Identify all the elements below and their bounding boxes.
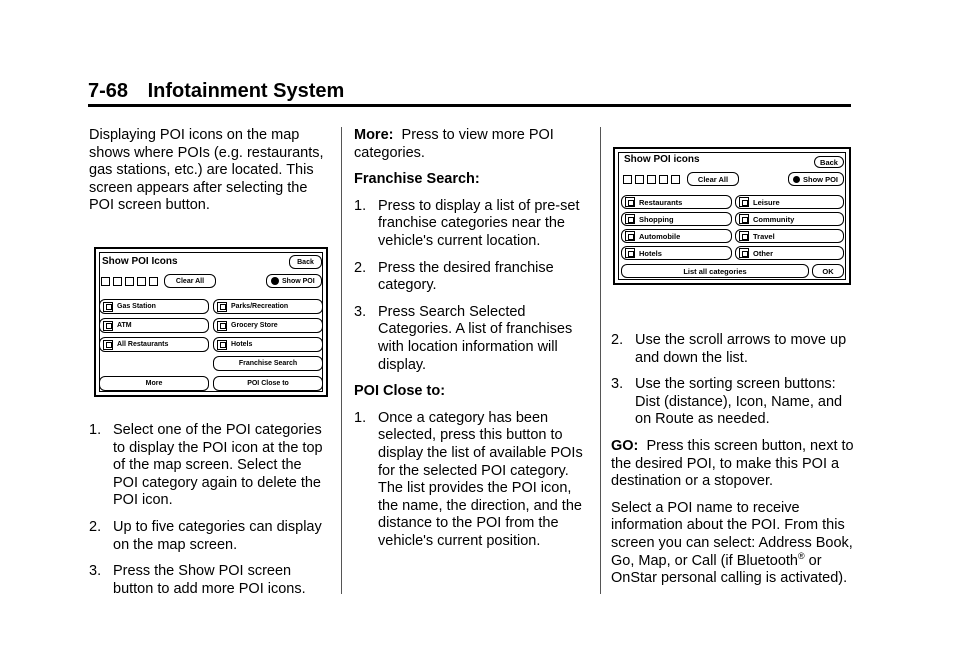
column-1-steps — [89, 422, 329, 607]
hotels-button[interactable]: Hotels — [621, 246, 732, 260]
column-divider-2 — [600, 127, 601, 594]
park-icon — [217, 302, 227, 312]
list-all-categories-button[interactable]: List all categories — [621, 264, 809, 278]
column-divider-1 — [341, 127, 342, 594]
go-paragraph: GO: Press this screen button, next to the desired POI, to make this POI a destination or a stopover. — [611, 437, 854, 490]
poi-slot-3[interactable] — [647, 175, 656, 184]
parks-recreation-button[interactable]: Parks/Recreation — [213, 299, 323, 314]
registered-mark: ® — [797, 550, 805, 561]
list-item: 2. Up to five categories can display on the map screen. — [89, 518, 322, 553]
back-button[interactable]: Back — [814, 156, 844, 168]
page-number: 7-68 — [88, 80, 129, 102]
column-3 — [611, 332, 856, 597]
other-icon — [739, 248, 749, 258]
restaurants-button[interactable]: Restaurants — [621, 195, 732, 209]
poi-slot-2[interactable] — [113, 277, 122, 286]
clear-all-button[interactable]: Clear All — [164, 274, 216, 288]
list-item: 1. Select one of the POI categories to display the POI icon at the top of the map screen. Select the POI category again to delete the POI icon. — [89, 422, 323, 509]
gas-station-icon — [103, 302, 113, 312]
travel-icon — [739, 231, 749, 241]
franchise-search-heading: Franchise Search: — [354, 171, 480, 188]
all-restaurants-button[interactable]: All Restaurants — [99, 337, 209, 352]
section-title: Infotainment System — [147, 80, 345, 102]
atm-icon — [103, 321, 113, 331]
column-2 — [354, 127, 594, 559]
community-button[interactable]: Community — [735, 212, 844, 226]
screen-title: Show POI Icons — [102, 256, 178, 267]
grocery-store-button[interactable]: Grocery Store — [213, 318, 323, 333]
hotel-icon — [625, 248, 635, 258]
list-item: 1. Once a category has been selected, press this button to display the list of available POIs for the selected POI category. The list provides the POI icon, the name, the direction, and the distance to the POI from the vehicle's current position. — [354, 409, 583, 549]
poi-slot-3[interactable] — [125, 277, 134, 286]
leisure-icon — [739, 197, 749, 207]
automobile-icon — [625, 231, 635, 241]
community-icon — [739, 214, 749, 224]
page-header — [88, 80, 344, 103]
hotels-button[interactable]: Hotels — [213, 337, 323, 352]
back-button[interactable]: Back — [289, 255, 322, 269]
other-button[interactable]: Other — [735, 246, 844, 260]
column-1 — [89, 127, 329, 224]
screen-title: Show POI icons — [624, 154, 700, 165]
show-poi-button[interactable]: Show POI — [788, 172, 844, 186]
radio-dot-icon — [271, 277, 279, 285]
poi-slot-4[interactable] — [659, 175, 668, 184]
shopping-button[interactable]: Shopping — [621, 212, 732, 226]
show-poi-button[interactable]: Show POI — [266, 274, 322, 288]
restaurant-icon — [625, 197, 635, 207]
automobile-button[interactable]: Automobile — [621, 229, 732, 243]
poi-close-to-heading: POI Close to: — [354, 383, 446, 400]
grocery-icon — [217, 321, 227, 331]
poi-slot-5[interactable] — [671, 175, 680, 184]
list-item: 2. Press the desired franchise category. — [354, 259, 554, 294]
hotel-icon — [217, 340, 227, 350]
more-button[interactable]: More — [99, 376, 209, 391]
poi-slot-2[interactable] — [635, 175, 644, 184]
shopping-icon — [625, 214, 635, 224]
poi-slot-5[interactable] — [149, 277, 158, 286]
radio-dot-icon — [793, 176, 800, 183]
list-item: 1. Press to display a list of pre-set franchise categories near the vehicle's current location. — [354, 197, 580, 249]
atm-button[interactable]: ATM — [99, 318, 209, 333]
more-paragraph: More: Press to view more POI categories. — [354, 127, 554, 161]
show-poi-icons-screen-2 — [613, 147, 851, 285]
list-item: 3. Use the sorting screen buttons: Dist (distance), Icon, Name, and on Route as needed. — [611, 376, 843, 428]
poi-slot-4[interactable] — [137, 277, 146, 286]
poi-close-to-button[interactable]: POI Close to — [213, 376, 323, 391]
clear-all-button[interactable]: Clear All — [687, 172, 739, 186]
list-item: 2. Use the scroll arrows to move up and down the list. — [611, 332, 847, 366]
header-rule — [88, 104, 851, 107]
poi-slot-1[interactable] — [623, 175, 632, 184]
restaurant-icon — [103, 340, 113, 350]
poi-slot-1[interactable] — [101, 277, 110, 286]
select-poi-paragraph: Select a POI name to receive information about the POI. From this screen you can select: Address Book, Go, Map, or Call (if Bluetooth® or OnStar personal calling is activated). — [611, 499, 853, 587]
leisure-button[interactable]: Leisure — [735, 195, 844, 209]
ok-button[interactable]: OK — [812, 264, 844, 278]
list-item: 3. Press Search Selected Categories. A list of franchises with location information will display. — [354, 303, 573, 373]
franchise-search-button[interactable]: Franchise Search — [213, 356, 323, 371]
travel-button[interactable]: Travel — [735, 229, 844, 243]
gas-station-button[interactable]: Gas Station — [99, 299, 209, 314]
show-poi-icons-screen — [94, 247, 328, 397]
intro-paragraph: Displaying POI icons on the map shows where POIs (e.g. restaurants, gas stations, etc.) are located. This screen appears after selecting the POI screen button. — [89, 127, 324, 214]
list-item: 3. Press the Show POI screen button to add more POI icons. — [89, 563, 306, 597]
